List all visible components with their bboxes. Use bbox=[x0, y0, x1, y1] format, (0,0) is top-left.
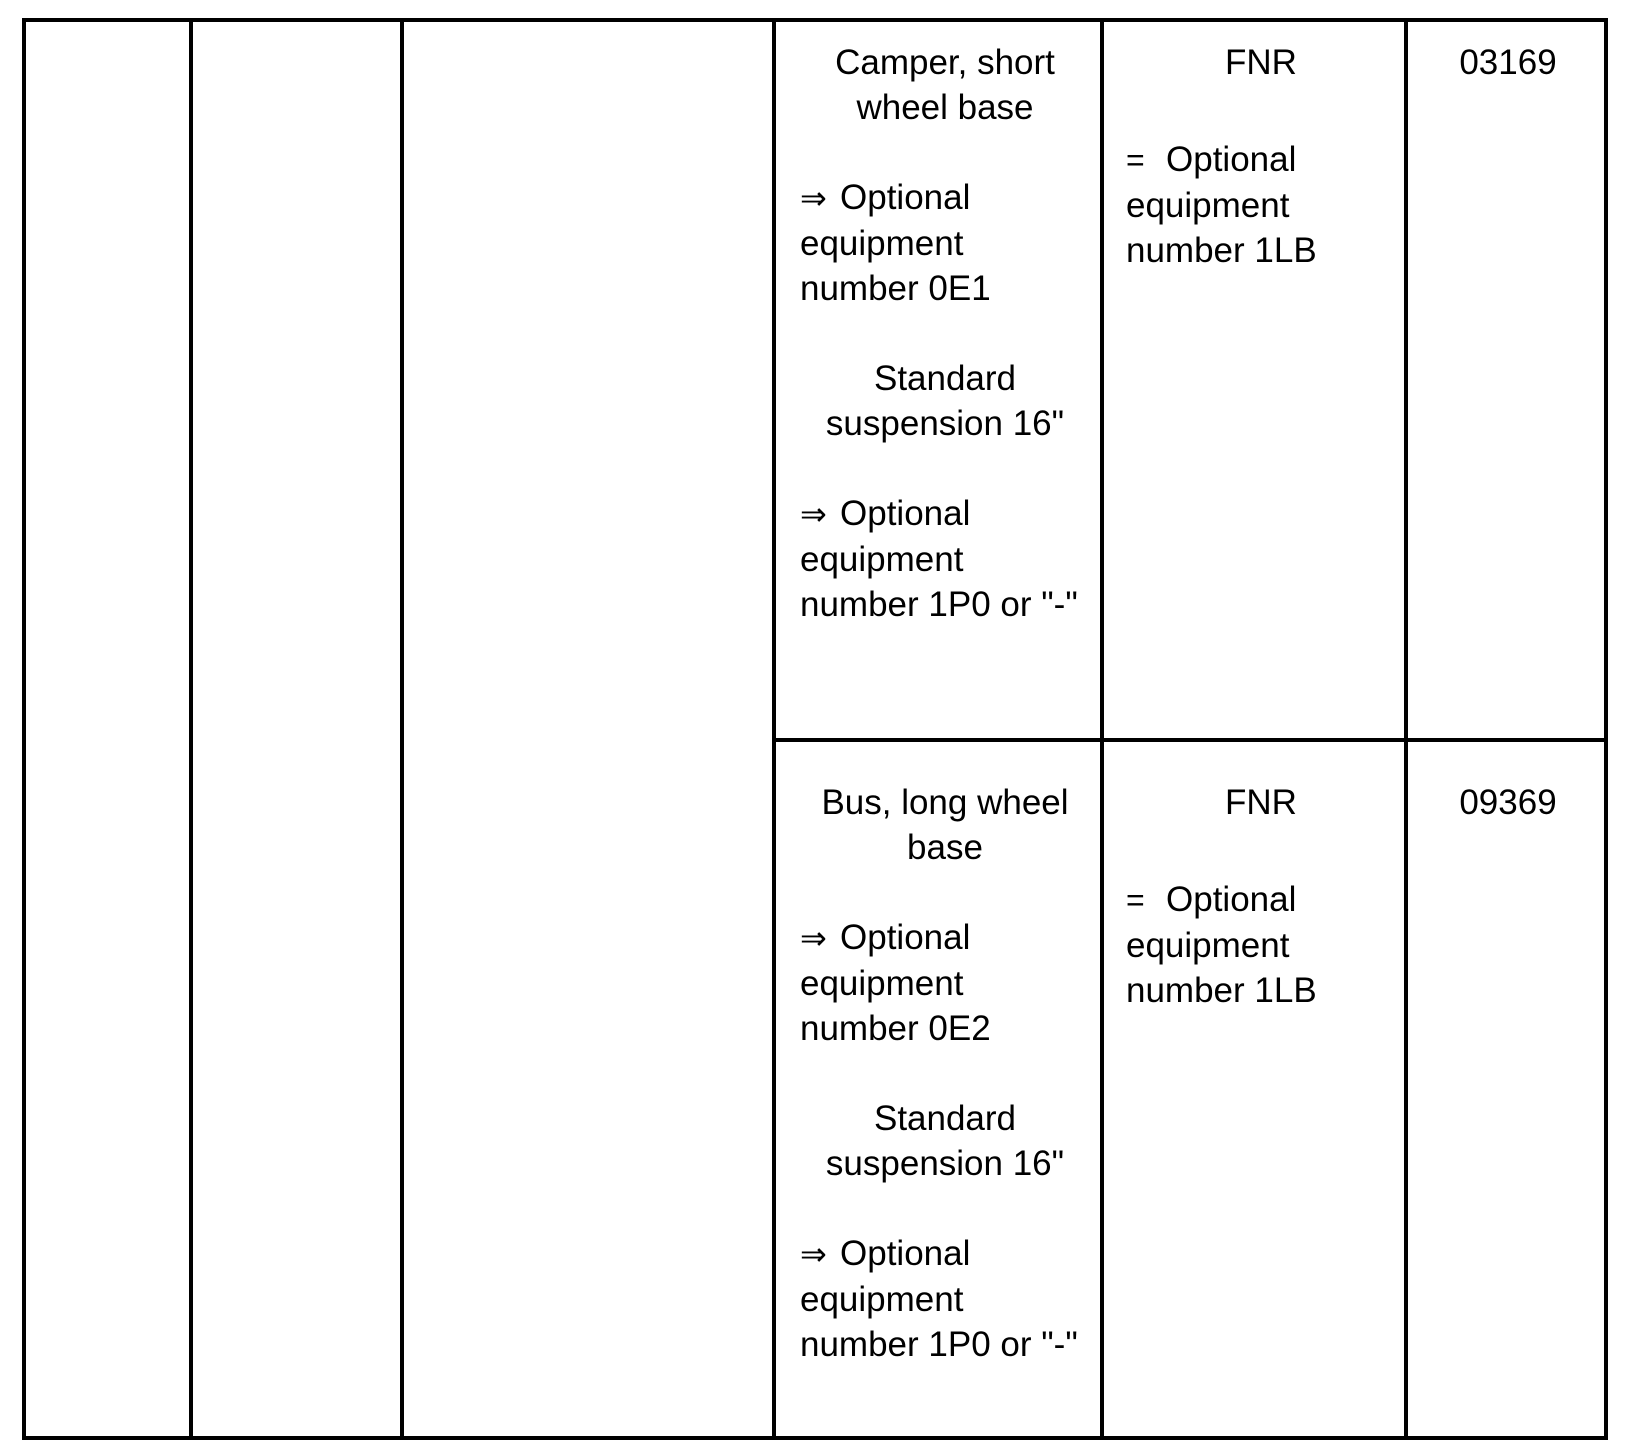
code-label: FNR bbox=[1225, 783, 1297, 822]
equals-icon: = bbox=[1126, 142, 1145, 178]
column-divider-3 bbox=[772, 18, 776, 1440]
code-optional-equipment-note: = Optional equipment number 1LB bbox=[1126, 140, 1317, 270]
double-arrow-icon: ⇒ bbox=[800, 180, 827, 216]
double-arrow-icon: ⇒ bbox=[800, 920, 827, 956]
code-label: FNR bbox=[1225, 43, 1297, 82]
table-cell-code-row-2 bbox=[1126, 780, 1396, 1013]
table-cell-description-row-2 bbox=[800, 780, 1090, 1367]
table-cell-number-row-2 bbox=[1408, 780, 1608, 825]
column-divider-4 bbox=[1100, 18, 1104, 1440]
double-arrow-icon: ⇒ bbox=[800, 496, 827, 532]
code-optional-equipment-note: = Optional equipment number 1LB bbox=[1126, 880, 1317, 1010]
description-title: Camper, short wheel base bbox=[835, 43, 1055, 127]
optional-equipment-note: ⇒ Optional equipment number 0E1 bbox=[800, 178, 991, 308]
column-divider-1 bbox=[189, 18, 193, 1440]
table-cell-code-row-1 bbox=[1126, 40, 1396, 273]
suspension-label: Standard suspension 16" bbox=[825, 1099, 1065, 1183]
double-arrow-icon: ⇒ bbox=[800, 1236, 827, 1272]
column-divider-5 bbox=[1404, 18, 1408, 1440]
table-cell-number-row-1 bbox=[1408, 40, 1608, 85]
optional-equipment-note: ⇒ Optional equipment number 0E2 bbox=[800, 918, 991, 1048]
column-divider-2 bbox=[400, 18, 404, 1440]
description-title: Bus, long wheel base bbox=[821, 783, 1069, 867]
row-divider bbox=[772, 738, 1608, 742]
number-value: 09369 bbox=[1459, 783, 1557, 822]
table-cell-description-row-1 bbox=[800, 40, 1090, 627]
optional-equipment-note: ⇒ Optional equipment number 1P0 or "-" bbox=[800, 494, 1078, 624]
suspension-label: Standard suspension 16" bbox=[825, 359, 1065, 443]
equals-icon: = bbox=[1126, 882, 1145, 918]
number-value: 03169 bbox=[1459, 43, 1557, 82]
optional-equipment-note: ⇒ Optional equipment number 1P0 or "-" bbox=[800, 1234, 1078, 1364]
